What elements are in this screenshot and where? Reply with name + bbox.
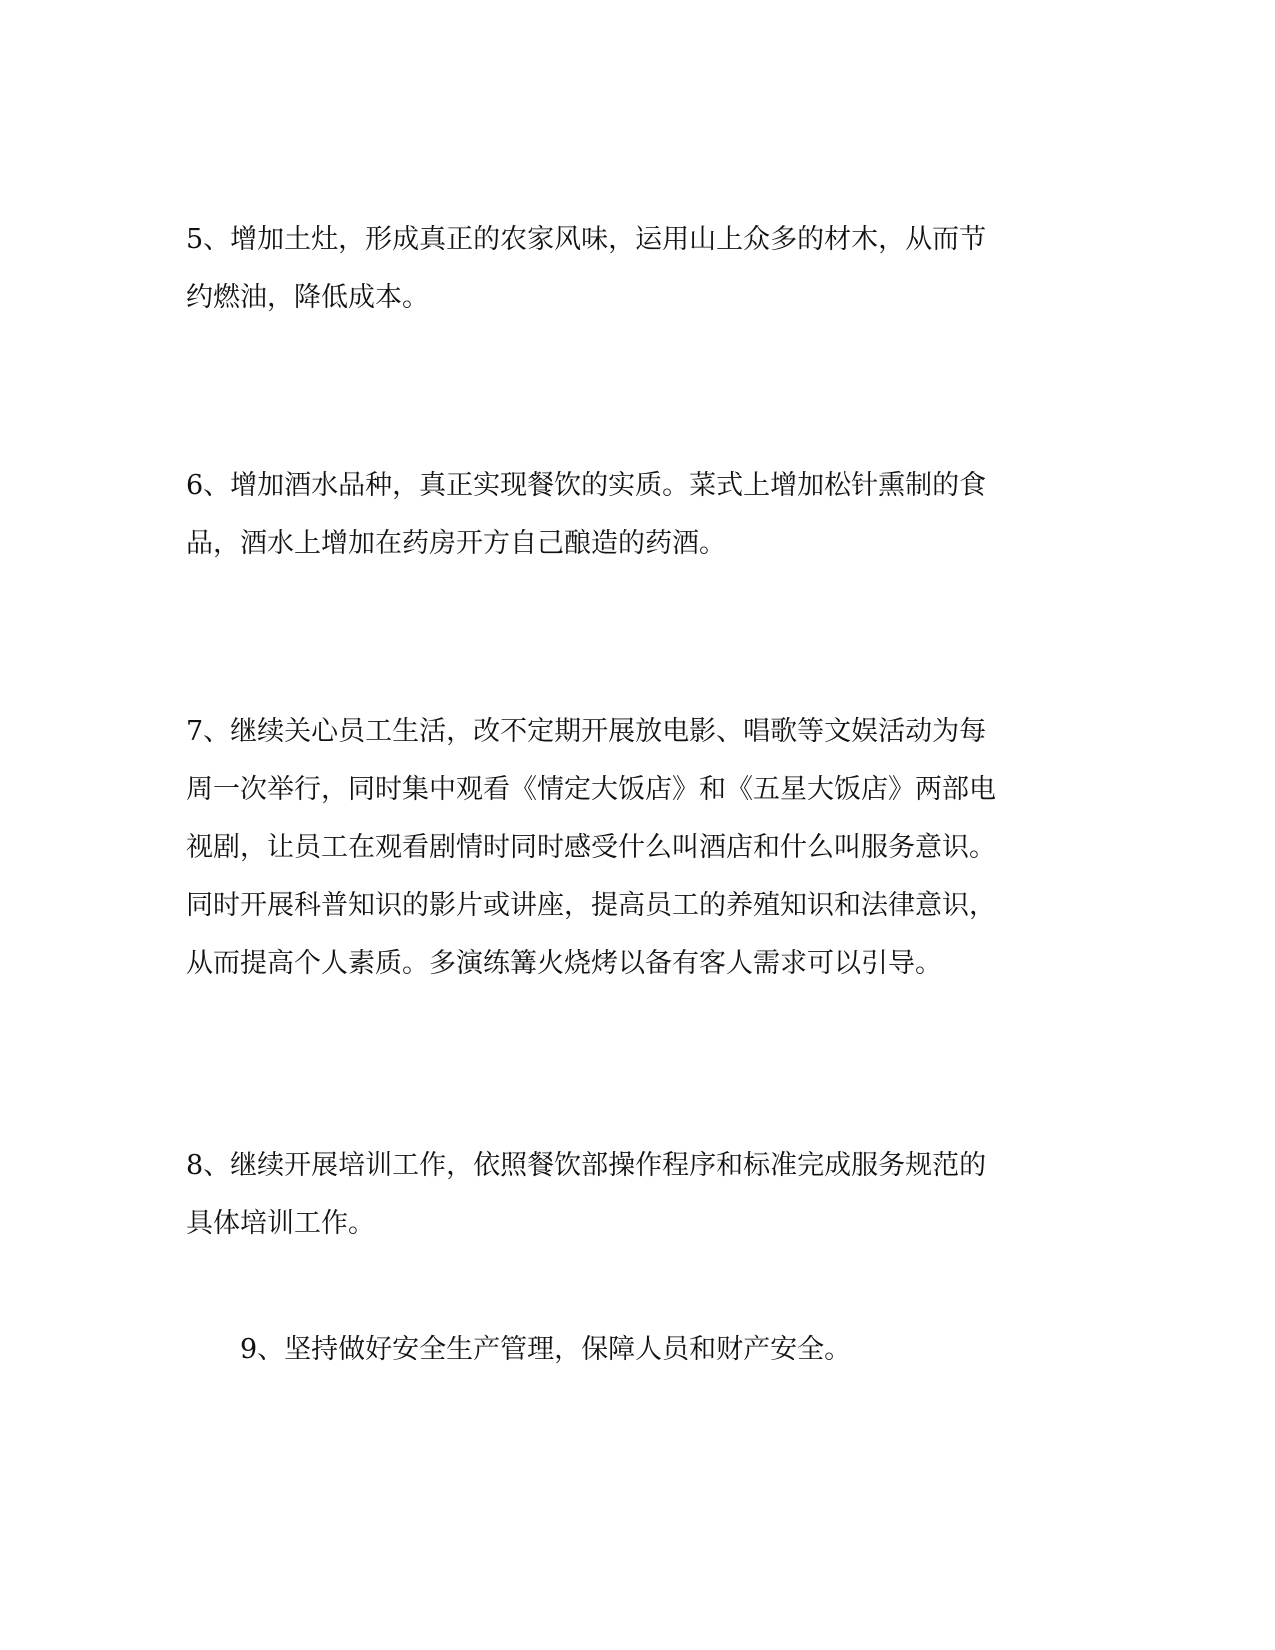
- paragraph-line: 6、增加酒水品种，真正实现餐饮的实质。菜式上增加松针熏制的食: [186, 470, 987, 501]
- paragraph-line: 从而提高个人素质。多演练篝火烧烤以备有客人需求可以引导。: [186, 948, 942, 979]
- paragraph-line: 品，酒水上增加在药房开方自己酿造的药酒。: [186, 528, 726, 559]
- paragraph-line: 约燃油，降低成本。: [186, 282, 429, 313]
- paragraph-item-7: [186, 703, 996, 993]
- paragraph-line: 7、继续关心员工生活，改不定期开展放电影、唱歌等文娱活动为每: [186, 716, 987, 747]
- paragraph-line: 9、坚持做好安全生产管理，保障人员和财产安全。: [240, 1334, 852, 1365]
- paragraph-line: 视剧，让员工在观看剧情时同时感受什么叫酒店和什么叫服务意识。: [186, 832, 996, 863]
- paragraph-item-6: [186, 457, 986, 573]
- paragraph-item-9: [240, 1321, 851, 1379]
- paragraph-item-8: [186, 1137, 986, 1253]
- paragraph-line: 同时开展科普知识的影片或讲座，提高员工的养殖知识和法律意识，: [186, 890, 996, 921]
- paragraph-line: 周一次举行，同时集中观看《情定大饭店》和《五星大饭店》两部电: [186, 774, 996, 805]
- paragraph-line: 具体培训工作。: [186, 1208, 375, 1239]
- paragraph-item-5: [186, 211, 986, 327]
- paragraph-line: 5、增加土灶，形成真正的农家风味，运用山上众多的材木，从而节: [186, 224, 987, 255]
- paragraph-line: 8、继续开展培训工作，依照餐饮部操作程序和标准完成服务规范的: [186, 1150, 987, 1181]
